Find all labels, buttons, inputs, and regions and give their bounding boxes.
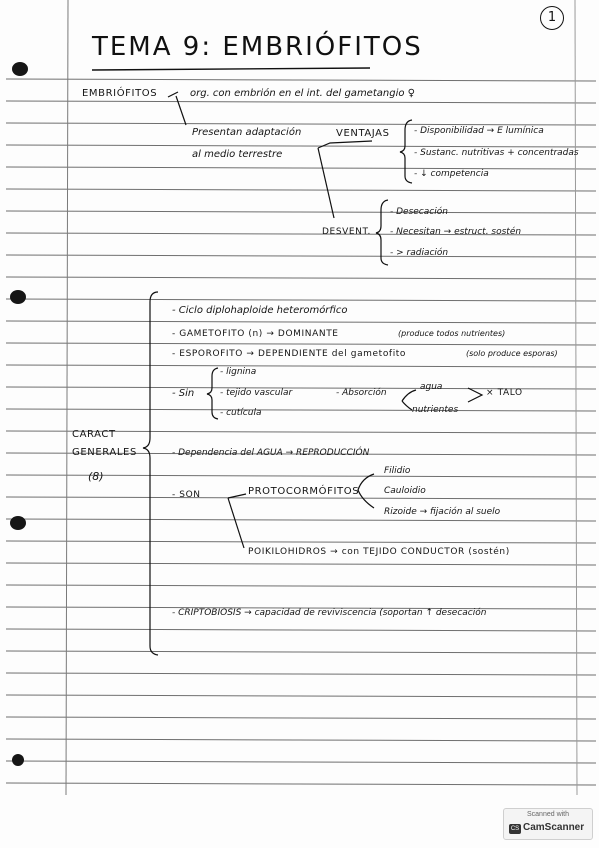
camscanner-logo-icon: CS: [510, 826, 520, 832]
protocormofitos-part: Rizoide → fijación al suelo: [384, 507, 501, 517]
page-number: 1: [540, 6, 564, 30]
binder-hole: [12, 62, 28, 76]
desventaja-item: - > radiación: [390, 248, 449, 258]
sin-item: - tejido vascular: [220, 388, 293, 398]
camscanner-name: CamScanner: [523, 822, 585, 833]
protocormofitos-part: Cauloidio: [384, 486, 426, 496]
sin-label: - Sin: [172, 388, 195, 399]
caract-count: (8): [88, 470, 104, 483]
ventajas-label: VENTAJAS: [336, 128, 390, 139]
binder-hole: [10, 516, 26, 530]
ventaja-item: - Sustanc. nutritivas + concentradas: [414, 148, 579, 158]
desventajas-label: DESVENT.: [322, 227, 371, 237]
criptobiosis-item: - CRIPTOBIOSIS → capacidad de reviviscencia (soportan ↑ desecación: [172, 608, 487, 618]
binder-hole: [10, 290, 26, 304]
esporofito-note: (solo produce esporas): [466, 349, 558, 358]
absorcion-agua: agua: [420, 382, 443, 392]
esporofito-item: - ESPOROFITO → DEPENDIENTE del gametofito: [172, 349, 407, 359]
scanned-with-text: Scanned with: [526, 811, 570, 818]
ventaja-item: - Disponibilidad → E lumínica: [414, 126, 544, 136]
absorcion-label: - Absorción: [336, 388, 387, 398]
definition-text: org. con embrión en el int. del gametangio ♀: [190, 88, 415, 99]
dependencia-item: - Dependencia del AGUA → REPRODUCCIÓN: [172, 448, 370, 458]
ciclo-item: - Ciclo diplohaploide heteromórfico: [172, 305, 348, 316]
protocormofitos-part: Filidio: [384, 466, 411, 476]
camscanner-badge: [503, 808, 593, 840]
poikilohidros-item: POIKILOHIDROS → con TEJIDO CONDUCTOR (sostén): [248, 547, 510, 557]
definition-term: EMBRIÓFITOS: [82, 88, 158, 99]
adaptation-line-2: al medio terrestre: [192, 149, 283, 160]
gametofito-note: (produce todos nutrientes): [398, 329, 506, 338]
desventaja-item: - Necesitan → estruct. sostén: [390, 227, 522, 237]
binder-hole: [12, 754, 24, 766]
ventaja-item: - ↓ competencia: [414, 169, 489, 179]
caract-label-line-1: CARACT: [72, 429, 116, 440]
son-label: - SON: [172, 490, 201, 500]
sin-item: - cutícula: [220, 408, 262, 418]
sin-item: - lignina: [220, 367, 257, 377]
desventaja-item: - Desecación: [390, 207, 448, 217]
protocormofitos-label: PROTOCORMÓFITOS: [248, 486, 360, 497]
talo-label: × TALO: [486, 388, 523, 398]
caract-label-line-2: GENERALES: [72, 447, 137, 458]
gametofito-item: - GAMETOFITO (n) → DOMINANTE: [172, 329, 339, 339]
page-title: TEMA 9: EMBRIÓFITOS: [92, 32, 423, 62]
absorcion-nutrientes: nutrientes: [412, 405, 459, 415]
adaptation-line-1: Presentan adaptación: [192, 127, 302, 138]
